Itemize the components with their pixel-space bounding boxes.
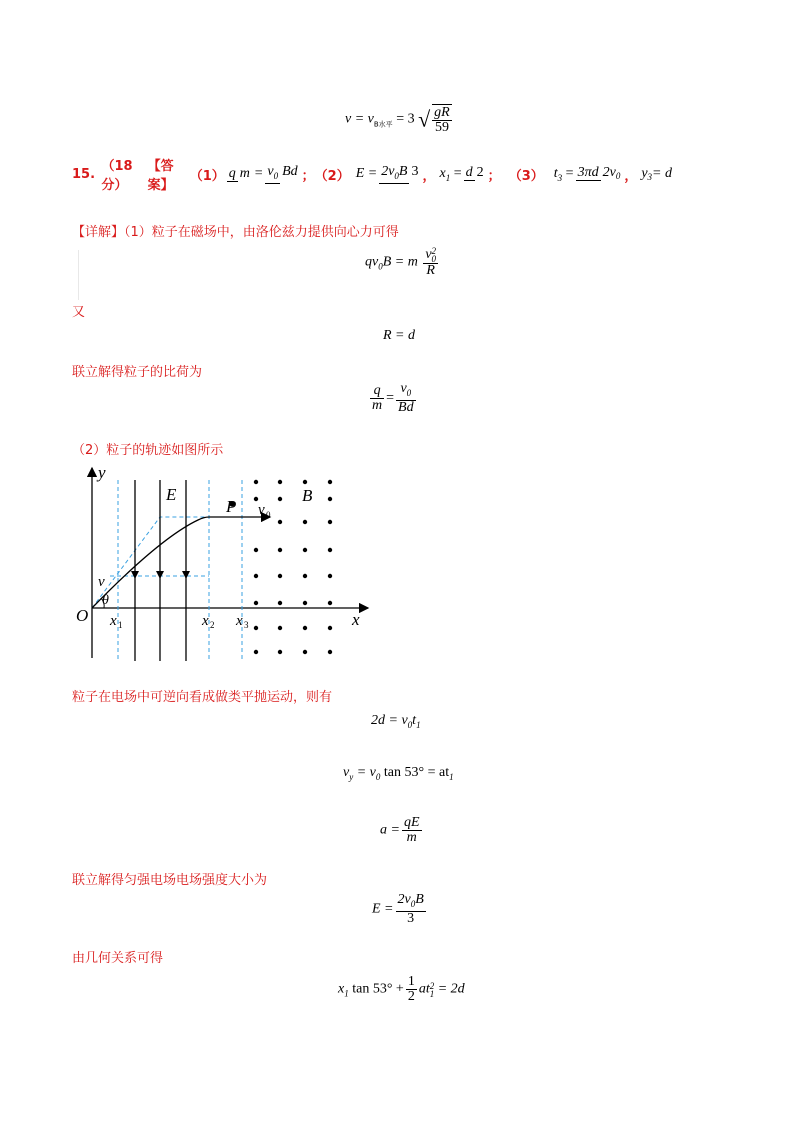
label-v0: v [258, 502, 265, 518]
label-x3: x [236, 613, 243, 629]
label-x1: x [110, 613, 117, 629]
equation-geometry: $x_1$ tan 53° + $\frac{1}{2}$ at 2 1 = 2d [338, 974, 465, 1004]
label-B: B [302, 486, 313, 505]
label-x1-sub: 1 [118, 620, 123, 630]
answer-3: t3 = 3πd 2v0 [553, 164, 621, 184]
label-v0-sub: 0 [266, 510, 271, 520]
explain-text: 【详解】（1）粒子在磁场中，由洛伦兹力提供向心力可得 [72, 225, 399, 240]
question-score: （18分） [101, 159, 133, 193]
again-text: 又 [72, 305, 86, 320]
separator: ； [301, 168, 315, 184]
answer-1: q m = v0 Bd [225, 164, 302, 184]
equation-charge-ratio: $\frac{q}{m}$ = $\frac{v_0}{Bd}$ [372, 381, 414, 415]
label-theta: θ [102, 593, 109, 608]
label-x: x [352, 610, 360, 629]
label-P: P [226, 497, 237, 516]
answer-2b: x1 = d 2 [439, 165, 484, 183]
label-E: E [166, 485, 177, 504]
label-x2: x [202, 613, 209, 629]
geometry-text: 由几何关系可得 [72, 951, 164, 966]
equation-2d: $2d = v_0t_1$ [371, 713, 421, 730]
equation-E: E = $\frac{2v_0B}{3}$ [372, 892, 424, 926]
answer-header [72, 154, 672, 194]
equation-vy: $v_y = v_0$ $\tan 53^\circ = at_1$ [343, 765, 454, 782]
separator: ； [487, 168, 501, 184]
trajectory-curve [92, 517, 270, 608]
answer-tag: 【答案】 [147, 159, 174, 193]
field-arrows [131, 571, 190, 579]
equation-R: R = d [383, 328, 415, 343]
part-1-label: （1） [189, 168, 225, 184]
solve-charge-text: 联立解得粒子的比荷为 [72, 365, 203, 380]
equation-a: a = $\frac{qE}{m}$ [380, 815, 420, 845]
answer-3b: y3= d [641, 165, 672, 183]
part-2-label: （2） [314, 168, 350, 184]
label-x2-sub: 2 [210, 620, 215, 630]
label-v: v [98, 574, 105, 590]
electric-text: 粒子在电场中可逆向看成做类平抛运动，则有 [72, 690, 333, 705]
field-lines [135, 480, 186, 661]
part-3-label: （3） [508, 168, 544, 184]
equation-v-result: $v = v_{B水平} = 3$ √ $\frac{gR}{59}$ [345, 105, 450, 135]
part2-text: （2）粒子的轨迹如图所示 [72, 443, 224, 458]
trajectory-diagram [70, 458, 380, 668]
margin-line [78, 250, 79, 300]
question-number: 15. [72, 166, 96, 182]
equation-lorentz: $qv_0B = m$ v 2 0 R [365, 246, 437, 278]
label-x3-sub: 3 [244, 620, 249, 630]
label-y: y [98, 463, 106, 482]
solve-E-text: 联立解得匀强电场电场强度大小为 [72, 873, 268, 888]
separator: ， [624, 168, 638, 184]
separator: ， [422, 168, 436, 184]
label-origin: O [76, 606, 89, 625]
answer-2: E = 2v0B 3 [356, 164, 423, 184]
